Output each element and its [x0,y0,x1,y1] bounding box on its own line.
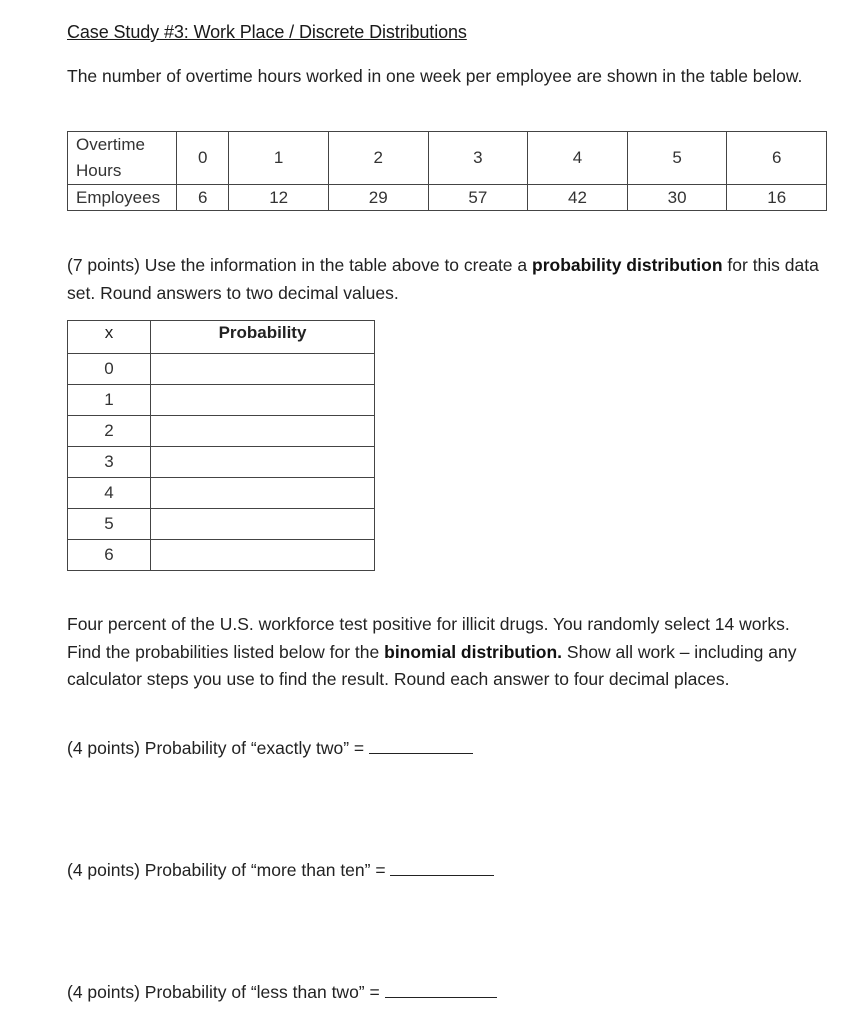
table-row [68,354,375,385]
prompt-text: Show all work – including any calculator steps you use to find the result. Round each answer to four decimal places. [67,641,797,689]
hours-cell: 1 [229,132,329,185]
probability-header: Probability [151,321,375,354]
prompt-text: (7 points) Use the information in the table above to create a [67,255,532,275]
overtime-table [67,131,827,211]
question-text: (4 points) Probability of “less than two” = [67,982,380,1002]
table-row [68,132,827,185]
table-row [68,478,375,509]
employees-cell: 42 [528,185,628,211]
x-value-cell: 6 [68,540,151,571]
probability-answer-cell[interactable] [151,447,375,478]
employees-cell: 29 [328,185,428,211]
x-value-cell: 1 [68,385,151,416]
prompt-bold-text: binomial distribution. [384,641,563,662]
table-row [68,416,375,447]
question-more-than-ten [67,860,494,881]
table-row [68,447,375,478]
probability-answer-cell[interactable] [151,354,375,385]
table-row [68,509,375,540]
prompt-bold-text: probability distribution [532,255,723,275]
question-text: (4 points) Probability of “exactly two” = [67,738,365,758]
distribution-prompt [67,252,827,307]
employees-cell: 16 [727,185,827,211]
x-value-cell: 3 [68,447,151,478]
table-row [68,540,375,571]
table-header-row [68,321,375,354]
overtime-hours-label: Overtime Hours [68,132,177,185]
employees-label: Employees [68,185,177,211]
probability-answer-cell[interactable] [151,416,375,447]
prompt-text: for this data set. Round answers to two decimal values. [67,255,819,303]
answer-blank[interactable] [390,861,494,876]
answer-blank[interactable] [369,739,473,754]
employees-cell: 12 [229,185,329,211]
x-value-cell: 5 [68,509,151,540]
hours-cell: 3 [428,132,528,185]
hours-cell: 5 [627,132,727,185]
employees-cell: 6 [177,185,229,211]
probability-answer-cell[interactable] [151,509,375,540]
employees-cell: 30 [627,185,727,211]
hours-cell: 4 [528,132,628,185]
binomial-prompt [67,611,822,694]
x-value-cell: 0 [68,354,151,385]
intro-paragraph: The number of overtime hours worked in one week per employee are shown in the table below. [67,66,803,86]
hours-cell: 6 [727,132,827,185]
page-title: Case Study #3: Work Place / Discrete Distributions [67,22,467,42]
table-row [68,385,375,416]
hours-cell: 0 [177,132,229,185]
probability-answer-cell[interactable] [151,385,375,416]
x-value-cell: 2 [68,416,151,447]
probability-table [67,320,375,571]
probability-answer-cell[interactable] [151,540,375,571]
probability-answer-cell[interactable] [151,478,375,509]
x-value-cell: 4 [68,478,151,509]
x-header: x [68,321,151,354]
question-text: (4 points) Probability of “more than ten” = [67,860,386,880]
question-exactly-two [67,738,473,759]
hours-cell: 2 [328,132,428,185]
question-less-than-two [67,982,497,1003]
answer-blank[interactable] [385,983,497,998]
prompt-text: Four percent of the U.S. workforce test positive for illicit drugs. You randomly select 14 works. Find the probabilities listed below for the [67,614,790,662]
table-row [68,185,827,211]
employees-cell: 57 [428,185,528,211]
